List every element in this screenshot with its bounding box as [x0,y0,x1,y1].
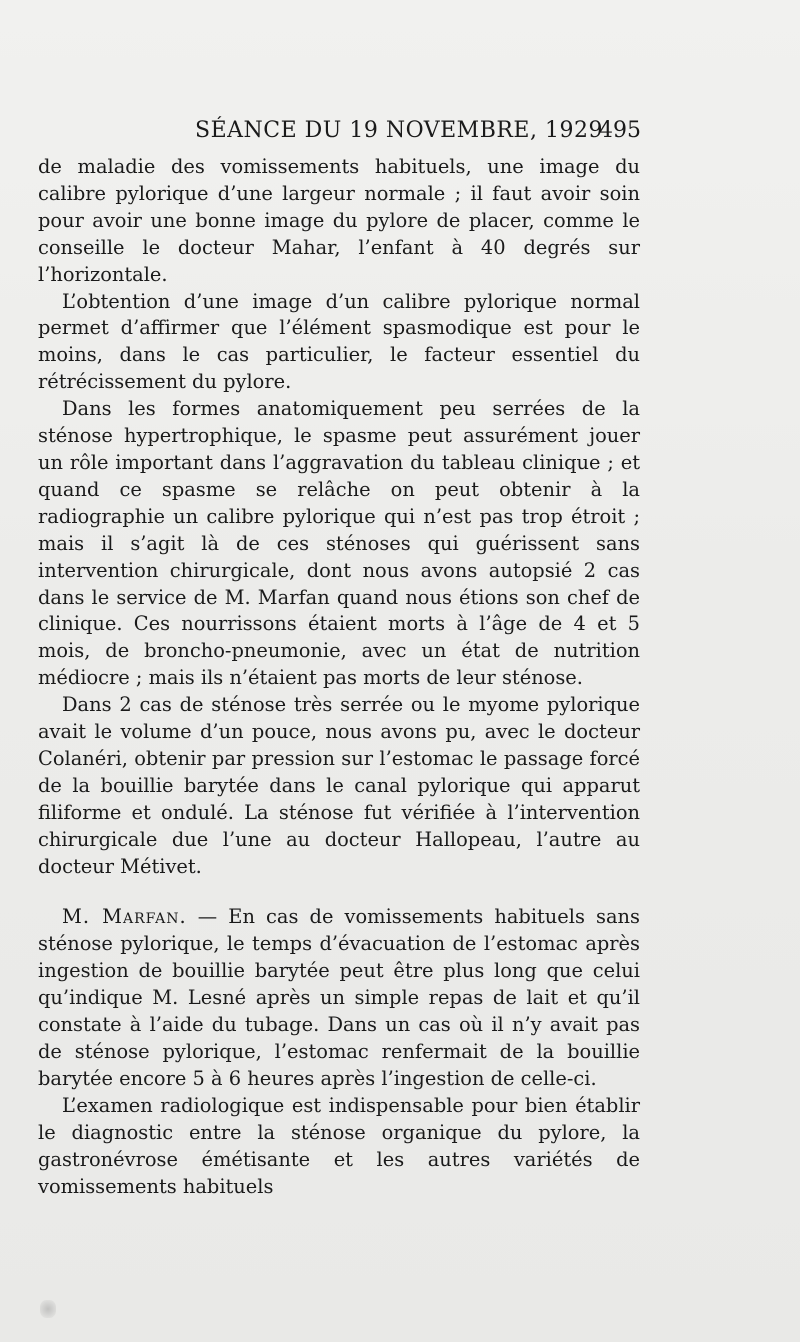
body-text [38,154,640,1200]
speaker-name: M. Marfan. [62,905,187,929]
page-header [40,118,640,148]
paragraph-radiologic-exam: L’examen radiologique est indispensable pour bien établir le diagnostic entre la sténose organique du pylore, la gastronévrose émétisante et les autres variétés de vomissements habituels [38,1093,640,1198]
paragraph-tight-stenosis: Dans 2 cas de sténose très serrée ou le myome pylorique avait le volume d’un pouce, nous avons pu, avec le docteur Colanéri, obtenir par pression sur l’estomac le passage forcé de la bouillie barytée dans le canal pylorique qui apparut filiforme et ondulé. La sténose fut vérifiée à l’intervention chirurgicale due l’une au docteur Hallopeau, l’autre au docteur Métivet. [38,693,640,878]
ink-smudge [40,1300,56,1318]
paragraph-hypertrophic-stenosis: Dans les formes anatomiquement peu serrées de la sténose hypertrophique, le spasme peut assurément jouer un rôle important dans l’aggravation du tableau clinique ; et quand ce spasme se relâche on peut obtenir à la radiographie un calibre pylorique qui n’est pas trop étroit ; mais il s’agit là de ces sténoses qui guérissent sans intervention chirurgicale, dont nous avons autopsié 2 cas dans le service de M. Marfan quand nous étions son chef de clinique. Ces nourrissons étaient morts à l’âge de 4 et 5 mois, de broncho-pneumonie, avec un état de nutrition médiocre ; mais ils n’étaient pas morts de leur sténose. [38,397,640,690]
page-number: 495 [599,118,641,143]
paragraph-continuation: de maladie des vomissements habituels, une image du calibre pylorique d’une largeur normale ; il faut avoir soin pour avoir une bonne image du pylore de placer, comme le conseille le docteur Mahar, l’enfant à 40 degrés sur l’horizontale. [38,155,640,286]
paragraph-marfan [38,904,640,1092]
running-head: SÉANCE DU 19 NOVEMBRE, 1929 [195,118,603,143]
marfan-remark: — En cas de vomissements habituels sans sténose pylorique, le temps d’évacuation de l’estomac après ingestion de bouillie barytée peut être plus long que celui qu’indique M. Lesné après un simple repas de lait et qu’il constate à l’aide du tubage. Dans un cas où il n’y avait pas de sténose pylorique, l’estomac renfermait de la bouillie barytée encore 5 à 6 heures après l’ingestion de celle-ci. [38,905,640,1090]
paragraph-calibre: L’obtention d’une image d’un calibre pylorique normal permet d’affirmer que l’élément spasmodique est pour le moins, dans le cas particulier, le facteur essentiel du rétrécissement du pylore. [38,289,640,394]
